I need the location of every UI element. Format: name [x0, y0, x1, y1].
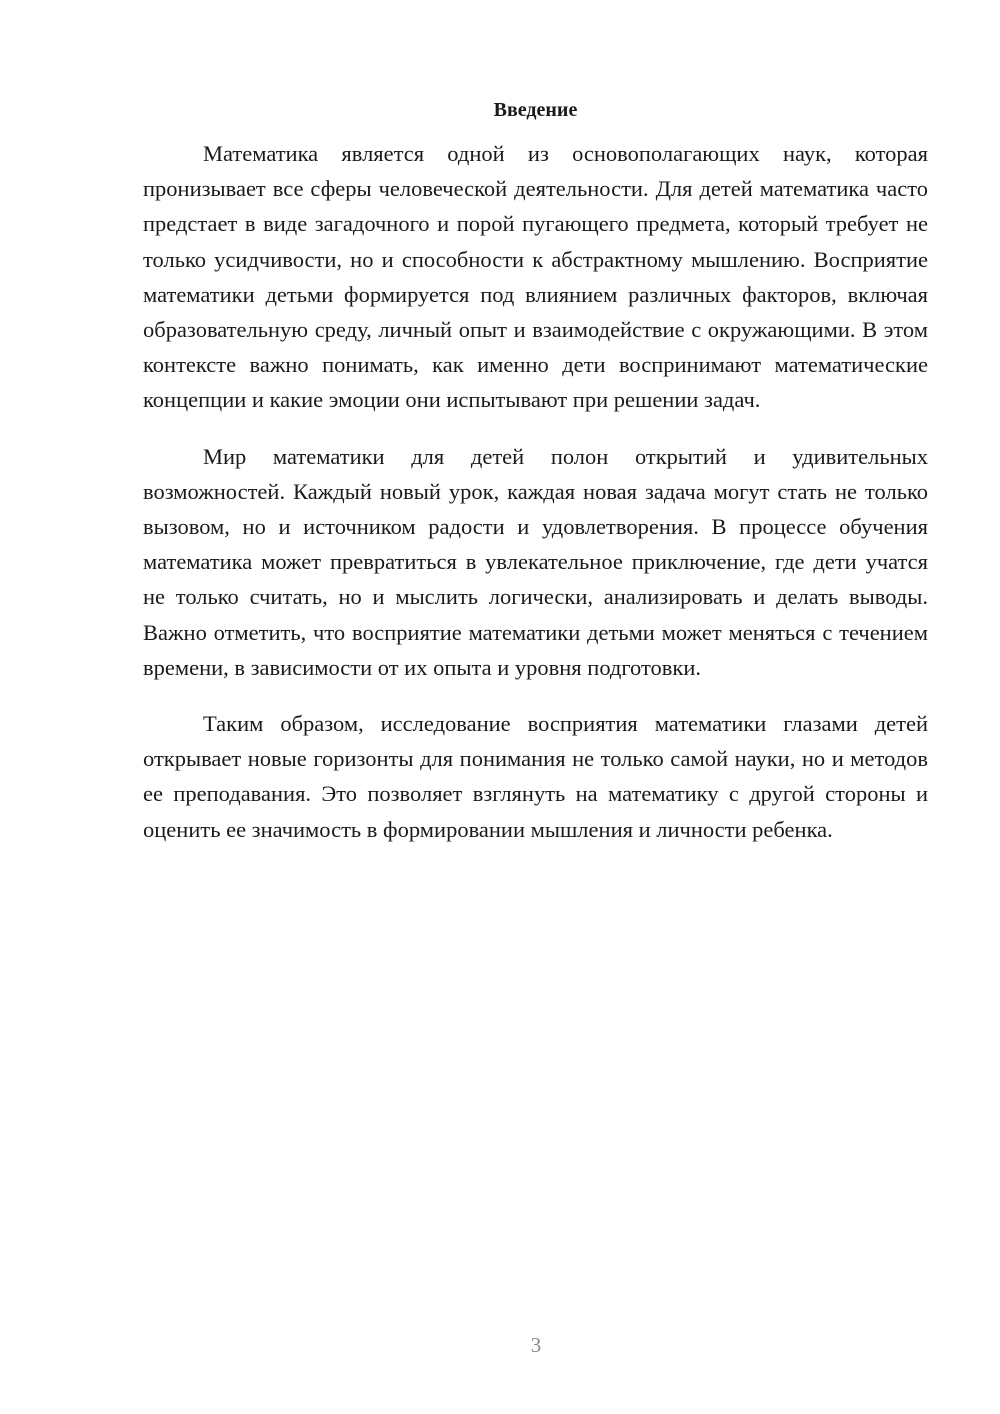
page-content: [143, 96, 928, 868]
paragraph-1: Математика является одной из основополагающих наук, которая пронизывает все сферы человеческой деятельности. Для детей математика часто предстает в виде загадочного и порой пугающего предмета, который требует не только усидчивости, но и способности к абстрактному мышлению. Восприятие математики детьми формируется под влиянием различных факторов, включая образовательную среду, личный опыт и взаимодействие с окружающими. В этом контексте важно понимать, как именно дети воспринимают математические концепции и какие эмоции они испытывают при решении задач.: [143, 141, 928, 413]
page-number: 3: [530, 1333, 542, 1357]
paragraph-3: Таким образом, исследование восприятия математики глазами детей открывает новые горизонты для понимания не только самой науки, но и методов ее преподавания. Это позволяет взглянуть на математику с другой стороны и оценить ее значимость в формировании мышления и личности ребенка.: [143, 711, 928, 842]
paragraph-2: Мир математики для детей полон открытий и удивительных возможностей. Каждый новый урок, каждая новая задача могут стать не только вызовом, но и источником радости и удовлетворения. В процессе обучения математика может превратиться в увлекательное приключение, где дети учатся не только считать, но и мыслить логически, анализировать и делать выводы. Важно отметить, что восприятие математики детьми может меняться с течением времени, в зависимости от их опыта и уровня подготовки.: [143, 443, 928, 680]
section-title: Введение: [493, 99, 578, 121]
